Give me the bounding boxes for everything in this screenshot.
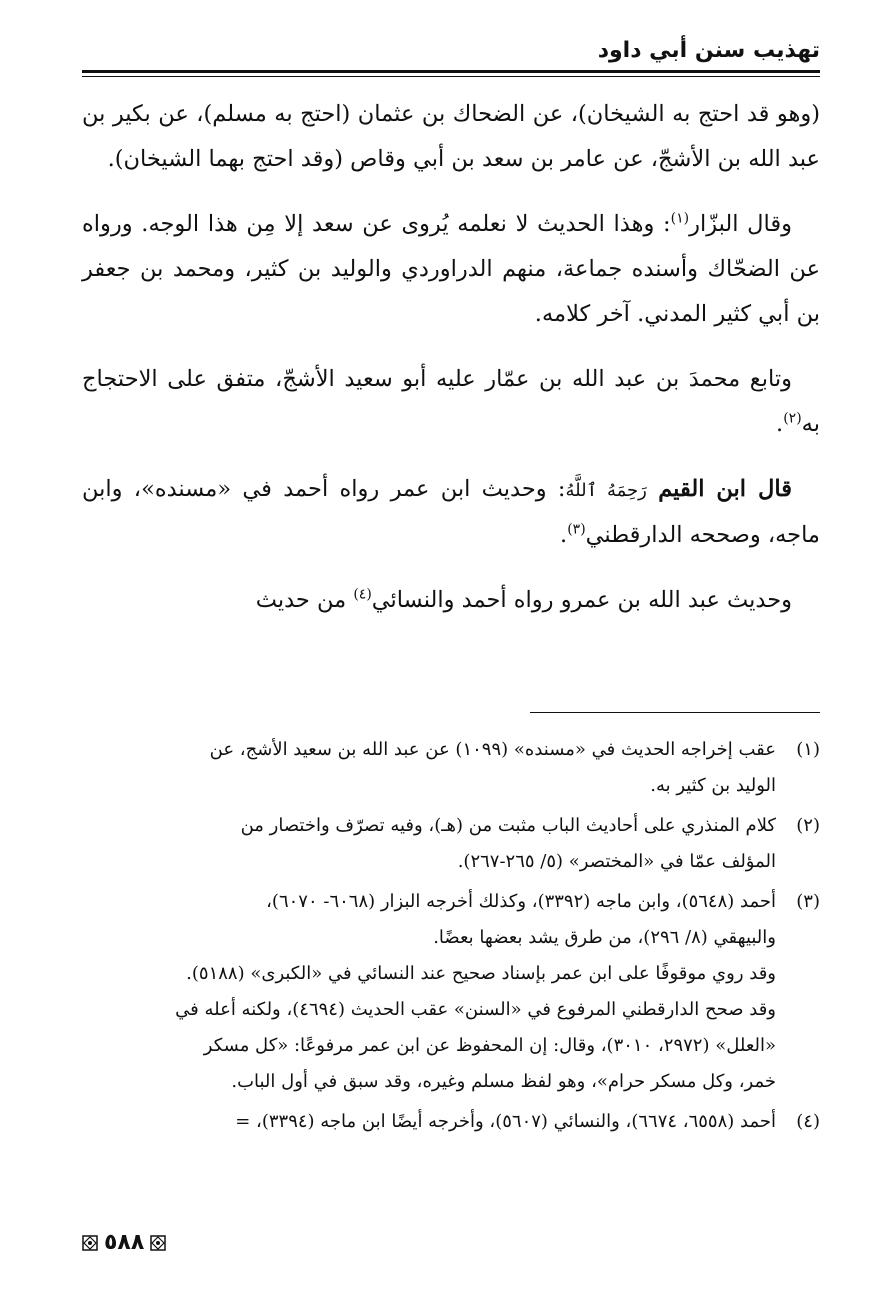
footnote-line: كلام المنذري على أحاديث الباب مثبت من (هـ)، وفيه تصرّف واختصار من (240, 815, 776, 836)
footnote-number: (٢) (796, 815, 820, 836)
footnote-number: (١) (796, 739, 820, 760)
footnote-line: وقد روي موقوفًا على ابن عمر بإسناد صحيح عند النسائي في «الكبرى» (٥١٨٨). (186, 963, 776, 984)
honorific-text: رَحِمَهُ ٱللَّهُ (565, 480, 647, 501)
main-text (82, 92, 820, 643)
paragraph-4 (82, 467, 820, 558)
footnote-2 (82, 808, 820, 880)
paragraph-5-text-a: وحديث عبد الله بن عمرو رواه أحمد والنسائي (371, 587, 792, 613)
header-rule-thin (82, 76, 820, 77)
header-rule-thick (82, 70, 820, 73)
paragraph-1 (82, 92, 820, 182)
footnote-line: وقد صحح الدارقطني المرفوع في «السنن» عقب الحديث (٤٦٩٤)، ولكنه أعله في (175, 999, 776, 1020)
footnotes (82, 732, 820, 1144)
floral-ornament-icon (150, 1235, 166, 1251)
paragraph-2-text-b: : وهذا الحديث لا نعلمه يُروى عن سعد إلا مِن هذا الوجه. ورواه عن الضحّاك وأسنده جماعة، منهم الدراوردي والوليد بن كثير، ومحمد بن جعفر بن أبي كثير المدني. آخر كلامه. (82, 211, 820, 327)
floral-ornament-icon (82, 1235, 98, 1251)
paragraph-3-text-b: . (776, 411, 784, 437)
footnote-4 (82, 1104, 820, 1140)
footnote-1 (82, 732, 820, 804)
paragraph-1-text: (وهو قد احتج به الشيخان)، عن الضحاك بن عثمان (احتج به مسلم)، عن بكير بن عبد الله بن الأشجّ، عن عامر بن سعد بن أبي وقاص (وقد احتج بهما الشيخان). (82, 101, 820, 172)
footnote-ref-2[interactable]: (٢) (783, 410, 802, 427)
footnote-separator (530, 712, 820, 713)
paragraph-5-text-b: من حديث (255, 587, 354, 613)
ibn-qayyim-heading: قال ابن القيم (658, 476, 793, 502)
paragraph-4-text-b: . (560, 522, 568, 548)
footnote-line: الوليد بن كثير به. (650, 775, 776, 796)
footnote-ref-1[interactable]: (١) (670, 210, 690, 227)
paragraph-3 (82, 357, 820, 447)
footnote-ref-4[interactable]: (٤) (353, 586, 372, 603)
footnote-line: المؤلف عمّا في «المختصر» (٥/ ٢٦٥-٢٦٧). (457, 851, 776, 872)
footnote-ref-3[interactable]: (٣) (567, 521, 586, 538)
paragraph-2-text-a: وقال البزّار (689, 211, 793, 237)
paragraph-5 (82, 578, 820, 623)
footnote-line: خمر، وكل مسكر حرام»، وهو لفظ مسلم وغيره، وقد سبق في أول الباب. (231, 1071, 776, 1092)
footnote-line: والبيهقي (٨/ ٢٩٦)، من طرق يشد بعضها بعضًا. (433, 927, 776, 948)
page-number-block (82, 1230, 166, 1255)
footnote-line: أحمد (٥٦٤٨)، وابن ماجه (٣٣٩٢)، وكذلك أخرجه البزار (٦٠٦٨- ٦٠٧٠)، (266, 891, 776, 912)
running-header: تهذيب سنن أبي داود (597, 38, 820, 63)
paragraph-4-text-a: : وحديث ابن عمر رواه أحمد في «مسنده»، وابن ماجه، وصححه الدارقطني (82, 476, 820, 548)
footnote-number: (٤) (796, 1111, 820, 1132)
footnote-line: أحمد (٦٥٥٨، ٦٦٧٤)، والنسائي (٥٦٠٧)، وأخرجه أيضًا ابن ماجه (٣٣٩٤)، = (235, 1111, 776, 1132)
footnote-3 (82, 884, 820, 1100)
paragraph-3-text-a: وتابع محمدَ بن عبد الله بن عمّار عليه أبو سعيد الأشجّ، متفق على الاحتجاج به (82, 366, 820, 437)
footnote-number: (٣) (796, 891, 820, 912)
page-number: ٥٨٨ (104, 1230, 145, 1255)
footnote-line: «العلل» (٢٩٧٢، ٣٠١٠)، وقال: إن المحفوظ عن ابن عمر مرفوعًا: «كل مسكر (203, 1035, 776, 1056)
footnote-line: عقب إخراجه الحديث في «مسنده» (١٠٩٩) عن عبد الله بن سعيد الأشج، عن (209, 739, 776, 760)
paragraph-2 (82, 202, 820, 337)
